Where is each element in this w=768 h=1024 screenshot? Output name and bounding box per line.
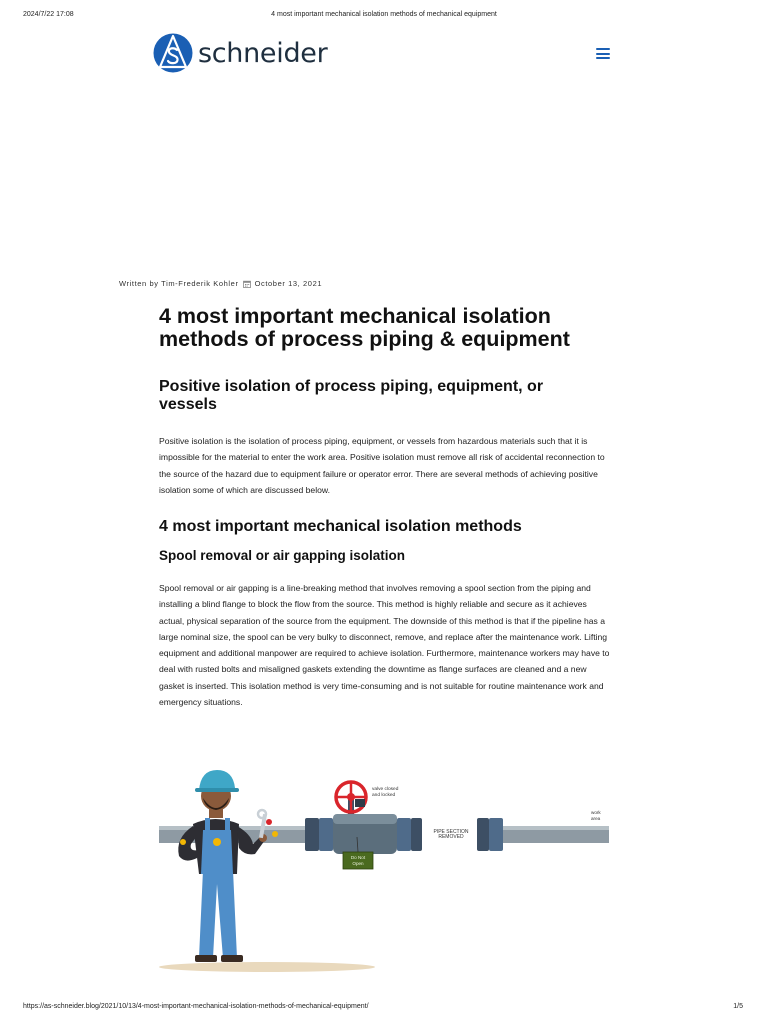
calendar-icon <box>243 280 251 288</box>
hamburger-menu-icon[interactable] <box>596 48 610 59</box>
valve-label-line1: valve closed <box>372 787 399 792</box>
print-footer <box>0 1003 768 1015</box>
section-heading-positive-isolation: Positive isolation of process piping, equipment, or vessels <box>159 378 544 413</box>
tag-label-line2: Open <box>352 861 364 866</box>
print-page-number: 1/5 <box>733 1003 743 1010</box>
section-heading-methods: 4 most important mechanical isolation methods <box>159 518 522 535</box>
brand-name: schneider <box>198 37 328 69</box>
article-date: October 13, 2021 <box>254 279 323 288</box>
article-author: Written by Tim-Frederik Kohler <box>119 279 239 288</box>
print-title: 4 most important mechanical isolation methods of mechanical equipment <box>271 11 497 18</box>
work-label-line1: work <box>591 810 601 815</box>
valve-label-line2: and locked <box>372 793 396 798</box>
spool-removal-illustration <box>159 752 609 974</box>
schneider-logo-icon <box>153 33 193 73</box>
subsection-body-spool-removal: Spool removal or air gapping is a line-breaking method that involves removing a spool section from the piping and installing a blind flange to block the flow from the source. This method is highly reliable and secure as it achieves actual, physical separation of the source from the equipment. The downside of this method is that if the pipeline has a large nominal size, the spool can be very bulky to disconnect, remove, and replace after the maintenance work. Lifting equipment and additional manpower are required to achieve isolation. Furthermore, maintenance workers may have to deal with rusted bolts and misaligned gaskets extending the downtime as flange surfaces are cleaned and a new gasket is inserted. This isolation method is very time-consuming and is not suitable for routine maintenance work and emergency situations. <box>159 583 610 708</box>
removed-label-line1: PIPE SECTION <box>433 829 469 835</box>
section-body-positive-isolation: Positive isolation is the isolation of process piping, equipment, or vessels from hazardous materials such that it is impossible for the material to enter the work area. Positive isolation must remove all risk of accidental reconnection to the source of the hazard due to equipment failure or operator error. There are several methods of achieving positive isolation some of which are discussed below. <box>159 436 605 495</box>
removed-label-line2: REMOVED <box>438 834 464 840</box>
print-header <box>0 11 768 23</box>
subsection-heading-spool-removal: Spool removal or air gapping isolation <box>159 548 406 563</box>
print-date: 2024/7/22 17:08 <box>23 11 74 18</box>
worker-figure <box>178 770 278 962</box>
print-url: https://as-schneider.blog/2021/10/13/4-most-important-mechanical-isolation-methods-of-mechanical-equipment/ <box>23 1003 369 1010</box>
brand-logo[interactable] <box>153 33 327 73</box>
work-label-line2: area <box>591 816 601 821</box>
article-title: 4 most important mechanical isolation methods of process piping & equipment <box>159 304 570 351</box>
tag-label-line1: Do Not <box>350 855 366 860</box>
article-meta <box>119 279 322 288</box>
